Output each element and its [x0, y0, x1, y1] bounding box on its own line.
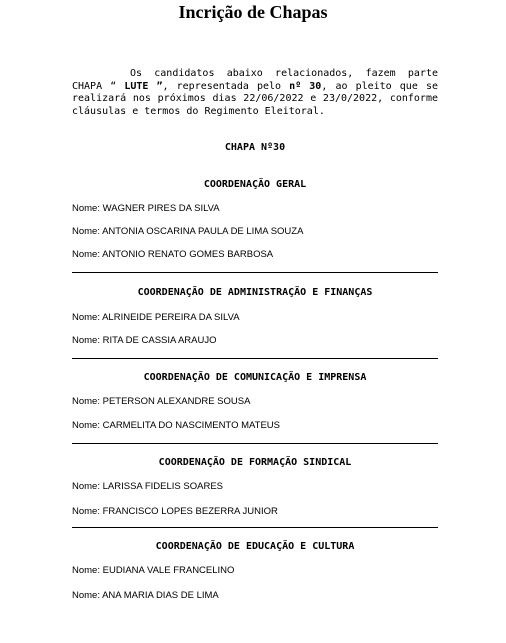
member-name: Nome: FRANCISCO LOPES BEZERRA JUNIOR — [72, 506, 278, 517]
chapa-name: LUTE ” — [124, 80, 163, 92]
section-heading-coordenacao-geral: COORDENAÇÃO GERAL — [203, 179, 307, 190]
section-heading-formacao-sindical: COORDENAÇÃO DE FORMAÇÃO SINDICAL — [158, 457, 352, 468]
member-name: Nome: ANTONIA OSCARINA PAULA DE LIMA SOUZA — [72, 226, 304, 237]
member-name: Nome: ALRINEIDE PEREIRA DA SILVA — [72, 312, 240, 323]
intro-text-3: , ao pleito que se realizará nos próximos dias 22/06/2022 e 23/0/2022, conforme cláusulas e termos do Regimento Eleitoral. — [72, 80, 438, 117]
section-heading-educacao-cultura: COORDENAÇÃO DE EDUCAÇÃO E CULTURA — [155, 541, 355, 552]
member-name: Nome: PETERSON ALEXANDRE SOUSA — [72, 396, 251, 407]
chapa-number: nº 30 — [289, 80, 322, 92]
section-divider — [72, 358, 438, 359]
intro-text-1: Os candidatos abaixo relacionados, fazem parte CHAPA “ — [72, 68, 438, 92]
section-divider — [72, 443, 438, 444]
member-name: Nome: ANTONIO RENATO GOMES BARBOSA — [72, 249, 274, 260]
member-name: Nome: CARMELITA DO NASCIMENTO MATEUS — [72, 420, 280, 431]
chapa-label: CHAPA Nº30 — [224, 142, 286, 153]
member-name: Nome: EUDIANA VALE FRANCELINO — [72, 565, 235, 576]
document-title: Incrição de Chapas — [178, 2, 328, 22]
intro-paragraph — [72, 68, 438, 118]
member-name: Nome: RITA DE CASSIA ARAUJO — [72, 335, 217, 346]
section-heading-comunicacao-imprensa: COORDENAÇÃO DE COMUNICAÇÃO E IMPRENSA — [143, 372, 367, 383]
member-name: Nome: LARISSA FIDELIS SOARES — [72, 481, 223, 492]
member-name: Nome: ANA MARIA DIAS DE LIMA — [72, 590, 219, 601]
intro-text-2: , representada pelo — [162, 80, 290, 92]
section-divider — [72, 272, 438, 273]
section-divider — [72, 527, 438, 528]
member-name: Nome: WAGNER PIRES DA SILVA — [72, 203, 220, 214]
section-heading-administracao-financas: COORDENAÇÃO DE ADMINISTRAÇÃO E FINANÇAS — [137, 287, 373, 298]
